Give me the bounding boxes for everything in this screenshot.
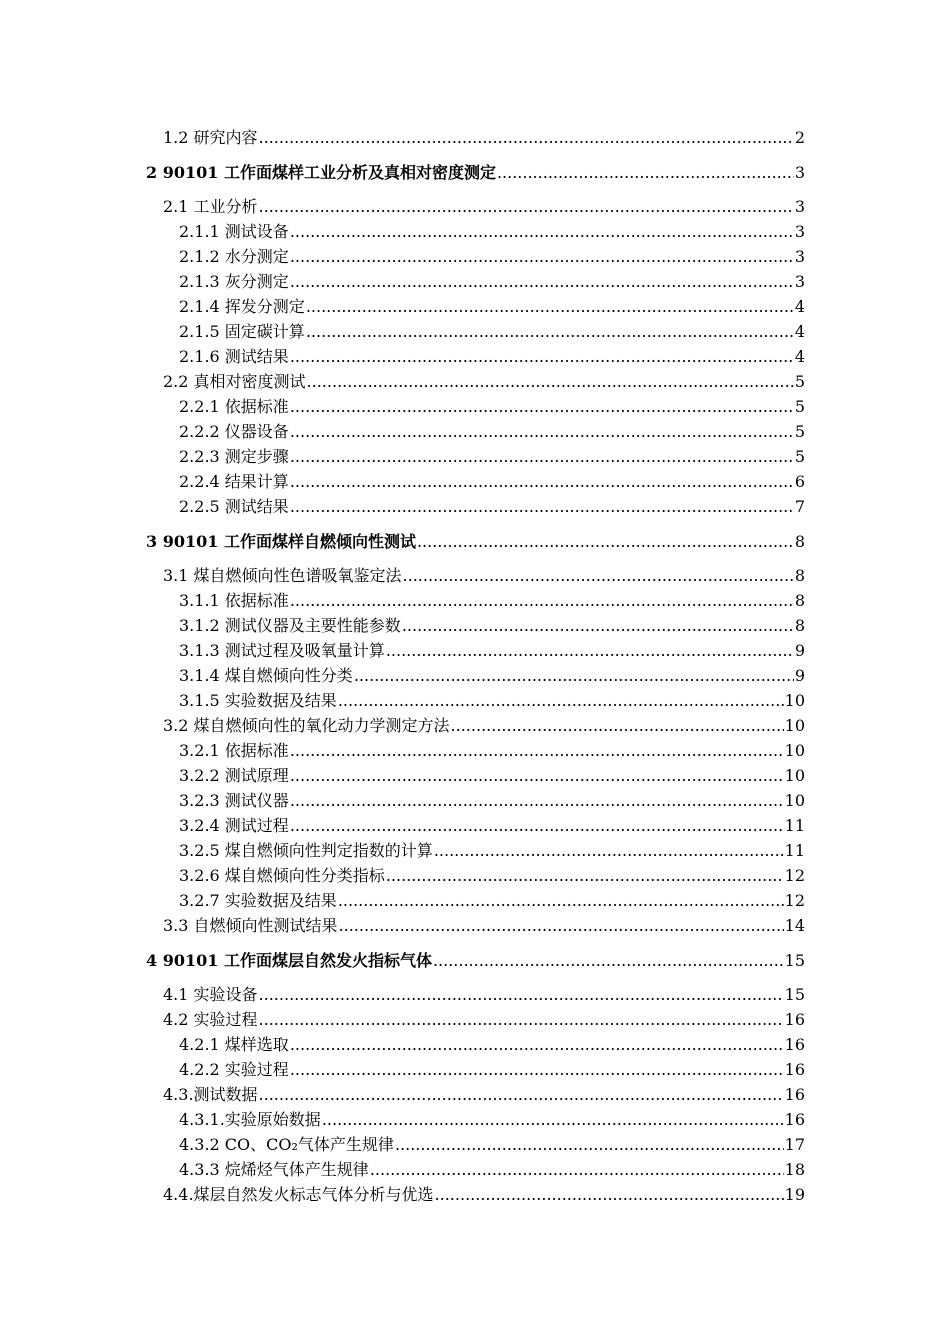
toc-entry-title: 3.2.5 煤自燃倾向性判定指数的计算 (179, 841, 433, 860)
toc-leader-dots (354, 663, 794, 688)
toc-entry[interactable] (0, 563, 950, 588)
toc-entry-page-number: 3 (794, 272, 805, 291)
toc-entry-page-number: 8 (794, 532, 805, 551)
toc-entry-page-number: 3 (794, 163, 805, 182)
toc-entry-title: 2.1.4 挥发分测定 (179, 297, 305, 316)
toc-entry-page-number: 5 (794, 447, 805, 466)
toc-entry-page-number: 5 (794, 422, 805, 441)
toc-entry-title: 4.2.1 煤样选取 (179, 1035, 289, 1054)
toc-entry-page-number: 14 (784, 916, 805, 935)
toc-leader-dots (290, 813, 784, 838)
toc-entry[interactable] (0, 813, 950, 838)
toc-entry[interactable] (0, 1032, 950, 1057)
toc-entry[interactable] (0, 588, 950, 613)
toc-entry-title: 4.3.测试数据 (163, 1085, 258, 1104)
toc-entry[interactable] (0, 738, 950, 763)
toc-entry-page-number: 9 (794, 641, 805, 660)
toc-entry-page-number: 2 (794, 128, 805, 147)
toc-entry-page-number: 3 (794, 197, 805, 216)
toc-leader-dots (259, 982, 784, 1007)
toc-entry-title: 3.2.4 测试过程 (179, 816, 289, 835)
toc-leader-dots (322, 1107, 784, 1132)
toc-entry-title: 2.1 工业分析 (163, 197, 258, 216)
toc-leader-dots (290, 494, 794, 519)
toc-entry-title: 3.2.1 依据标准 (179, 741, 289, 760)
toc-leader-dots (451, 713, 784, 738)
toc-leader-dots (433, 948, 784, 973)
toc-entry-title: 2.1.2 水分测定 (179, 247, 289, 266)
toc-entry-title: 2 90101 工作面煤样工业分析及真相对密度测定 (146, 163, 496, 182)
toc-entry-page-number: 16 (784, 1010, 805, 1029)
toc-entry-title: 3.2 煤自燃倾向性的氧化动力学测定方法 (163, 716, 450, 735)
toc-entry[interactable] (0, 1157, 950, 1182)
toc-entry-page-number: 3 (794, 222, 805, 241)
toc-entry[interactable] (0, 319, 950, 344)
toc-entry-title: 4.1 实验设备 (163, 985, 258, 1004)
toc-entry[interactable] (0, 494, 950, 519)
toc-entry[interactable] (0, 125, 950, 150)
toc-entry-title: 3.1.2 测试仪器及主要性能参数 (179, 616, 401, 635)
toc-entry-title: 2.2.3 测定步骤 (179, 447, 289, 466)
toc-entry[interactable] (0, 294, 950, 319)
toc-entry[interactable] (0, 638, 950, 663)
toc-entry[interactable] (0, 444, 950, 469)
toc-entry[interactable] (0, 1082, 950, 1107)
toc-entry[interactable] (0, 913, 950, 938)
toc-entry[interactable] (0, 888, 950, 913)
toc-leader-dots (370, 1157, 784, 1182)
toc-entry-title: 2.2.4 结果计算 (179, 472, 289, 491)
toc-leader-dots (338, 888, 784, 913)
toc-entry-page-number: 10 (784, 791, 805, 810)
toc-entry[interactable] (0, 1182, 950, 1207)
toc-entry-title: 4.2 实验过程 (163, 1010, 258, 1029)
toc-entry-title: 3.2.2 测试原理 (179, 766, 289, 785)
toc-leader-dots (290, 588, 794, 613)
toc-leader-dots (403, 563, 794, 588)
toc-leader-dots (402, 613, 794, 638)
toc-entry[interactable] (0, 344, 950, 369)
toc-leader-dots (338, 688, 784, 713)
toc-entry[interactable] (0, 663, 950, 688)
toc-entry-title: 2.1.1 测试设备 (179, 222, 289, 241)
toc-entry[interactable] (0, 1007, 950, 1032)
toc-leader-dots (395, 1132, 784, 1157)
toc-entry-page-number: 17 (784, 1135, 805, 1154)
toc-entry[interactable] (0, 269, 950, 294)
toc-entry-page-number: 10 (784, 741, 805, 760)
toc-leader-dots (290, 344, 794, 369)
toc-entry-title: 3.1.5 实验数据及结果 (179, 691, 337, 710)
toc-entry-page-number: 11 (784, 841, 805, 860)
toc-entry-page-number: 10 (784, 691, 805, 710)
toc-leader-dots (290, 419, 794, 444)
toc-entry-page-number: 7 (794, 497, 805, 516)
toc-leader-dots (290, 444, 794, 469)
toc-entry[interactable] (0, 1132, 950, 1157)
toc-entry-title: 3.1.1 依据标准 (179, 591, 289, 610)
toc-entry-title: 4.3.3 烷烯烃气体产生规律 (179, 1160, 369, 1179)
toc-leader-dots (290, 244, 794, 269)
toc-entry-title: 3.1.3 测试过程及吸氧量计算 (179, 641, 385, 660)
toc-entry[interactable] (0, 763, 950, 788)
toc-entry-page-number: 4 (794, 297, 805, 316)
toc-entry[interactable] (0, 1107, 950, 1132)
toc-entry-title: 3.2.6 煤自燃倾向性分类指标 (179, 866, 385, 885)
toc-leader-dots (290, 788, 784, 813)
toc-entry-page-number: 4 (794, 322, 805, 341)
toc-entry-title: 2.1.5 固定碳计算 (179, 322, 305, 341)
toc-entry-title: 2.2.1 依据标准 (179, 397, 289, 416)
toc-leader-dots (435, 1182, 784, 1207)
toc-entry-page-number: 16 (784, 1085, 805, 1104)
toc-entry-page-number: 11 (784, 816, 805, 835)
toc-leader-dots (259, 1007, 784, 1032)
toc-entry-page-number: 5 (794, 372, 805, 391)
toc-leader-dots (259, 194, 794, 219)
toc-entry-title: 4.2.2 实验过程 (179, 1060, 289, 1079)
toc-entry-page-number: 12 (784, 866, 805, 885)
toc-entry-page-number: 9 (794, 666, 805, 685)
toc-entry-title: 4 90101 工作面煤层自然发火指标气体 (146, 951, 432, 970)
toc-leader-dots (259, 125, 794, 150)
toc-entry-page-number: 6 (794, 472, 805, 491)
toc-entry-title: 1.2 研究内容 (163, 128, 258, 147)
toc-leader-dots (290, 1057, 784, 1082)
toc-entry[interactable] (0, 419, 950, 444)
toc-leader-dots (290, 219, 794, 244)
toc-entry-title: 3.2.3 测试仪器 (179, 791, 289, 810)
toc-leader-dots (497, 160, 794, 185)
toc-entry-page-number: 10 (784, 716, 805, 735)
toc-entry-page-number: 16 (784, 1060, 805, 1079)
toc-entry-title: 2.2.2 仪器设备 (179, 422, 289, 441)
toc-leader-dots (290, 469, 794, 494)
toc-entry[interactable] (0, 838, 950, 863)
toc-entry-title: 4.3.2 CO、CO₂气体产生规律 (179, 1135, 394, 1154)
toc-leader-dots (339, 913, 784, 938)
toc-entry[interactable] (0, 160, 950, 185)
toc-entry-title: 2.2 真相对密度测试 (163, 372, 306, 391)
toc-entry-title: 3.1.4 煤自燃倾向性分类 (179, 666, 353, 685)
toc-entry[interactable] (0, 688, 950, 713)
toc-entry[interactable] (0, 529, 950, 554)
toc-leader-dots (434, 838, 784, 863)
toc-entry[interactable] (0, 469, 950, 494)
toc-entry[interactable] (0, 244, 950, 269)
toc-leader-dots (417, 529, 794, 554)
toc-entry[interactable] (0, 394, 950, 419)
toc-entry-page-number: 8 (794, 616, 805, 635)
toc-leader-dots (290, 1032, 784, 1057)
toc-entry-page-number: 5 (794, 397, 805, 416)
toc-leader-dots (307, 369, 794, 394)
toc-entry[interactable] (0, 788, 950, 813)
toc-entry[interactable] (0, 713, 950, 738)
toc-entry-page-number: 16 (784, 1110, 805, 1129)
toc-leader-dots (306, 319, 794, 344)
toc-entry[interactable] (0, 613, 950, 638)
toc-entry-title: 4.4.煤层自然发火标志气体分析与优选 (163, 1185, 434, 1204)
toc-entry[interactable] (0, 863, 950, 888)
toc-entry-page-number: 16 (784, 1035, 805, 1054)
toc-entry-page-number: 15 (784, 985, 805, 1004)
toc-entry-page-number: 4 (794, 347, 805, 366)
toc-entry-page-number: 8 (794, 591, 805, 610)
toc-leader-dots (259, 1082, 784, 1107)
toc-entry-page-number: 12 (784, 891, 805, 910)
toc-entry[interactable] (0, 982, 950, 1007)
toc-entry-page-number: 3 (794, 247, 805, 266)
toc-entry-title: 3.3 自燃倾向性测试结果 (163, 916, 338, 935)
table-of-contents (0, 125, 950, 1207)
toc-leader-dots (306, 294, 794, 319)
toc-entry[interactable] (0, 194, 950, 219)
toc-leader-dots (386, 638, 794, 663)
toc-entry-page-number: 18 (784, 1160, 805, 1179)
toc-entry[interactable] (0, 369, 950, 394)
toc-entry-title: 2.2.5 测试结果 (179, 497, 289, 516)
toc-entry-title: 3.1 煤自燃倾向性色谱吸氧鉴定法 (163, 566, 402, 585)
toc-leader-dots (290, 394, 794, 419)
toc-entry[interactable] (0, 1057, 950, 1082)
toc-leader-dots (290, 763, 784, 788)
toc-leader-dots (290, 269, 794, 294)
toc-entry-title: 3 90101 工作面煤样自燃倾向性测试 (146, 532, 416, 551)
toc-entry-title: 4.3.1.实验原始数据 (179, 1110, 321, 1129)
toc-leader-dots (386, 863, 784, 888)
toc-entry-title: 3.2.7 实验数据及结果 (179, 891, 337, 910)
toc-entry-page-number: 8 (794, 566, 805, 585)
toc-entry-page-number: 15 (784, 951, 805, 970)
toc-entry[interactable] (0, 948, 950, 973)
toc-entry[interactable] (0, 219, 950, 244)
toc-leader-dots (290, 738, 784, 763)
toc-entry-page-number: 19 (784, 1185, 805, 1204)
toc-entry-title: 2.1.3 灰分测定 (179, 272, 289, 291)
toc-entry-title: 2.1.6 测试结果 (179, 347, 289, 366)
toc-entry-page-number: 10 (784, 766, 805, 785)
